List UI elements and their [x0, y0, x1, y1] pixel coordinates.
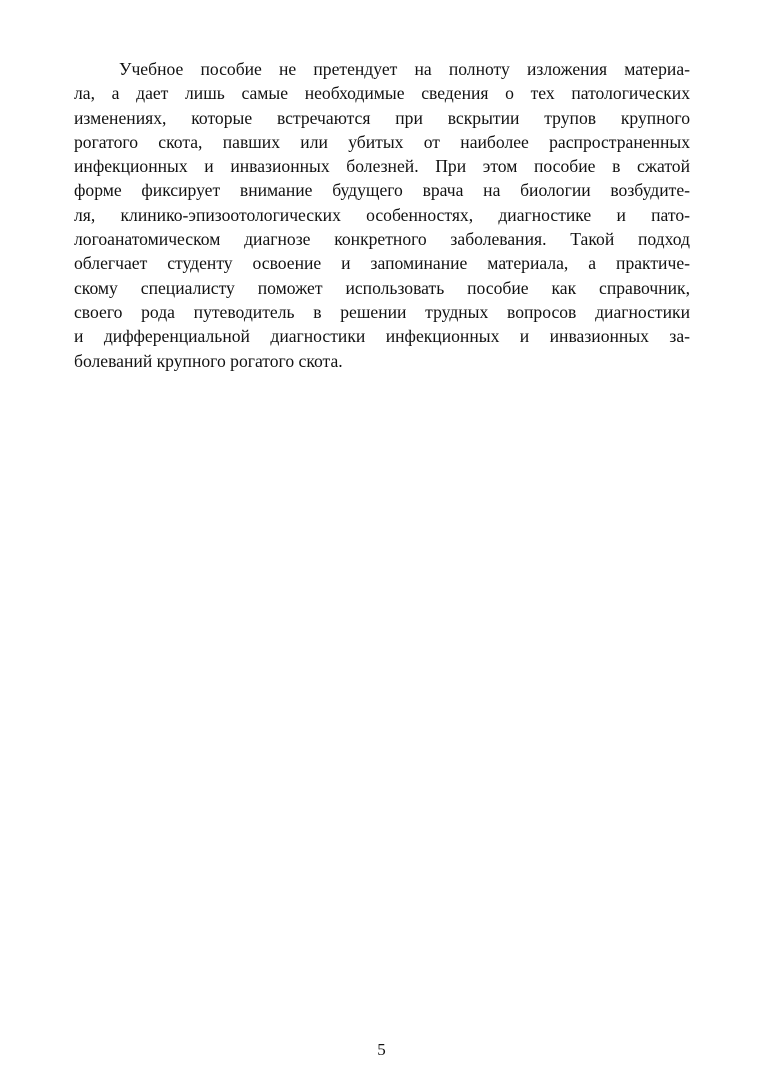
paragraph-line: облегчает студенту освоение и запоминание материала, а практиче-: [74, 253, 690, 274]
paragraph-line: Учебное пособие не претендует на полноту изложения материа-: [119, 59, 690, 79]
paragraph-line: инфекционных и инвазионных болезней. При этом пособие в сжатой: [74, 156, 690, 177]
body-paragraph: [74, 57, 690, 373]
paragraph-line: ла, а дает лишь самые необходимые сведения о тех патологических: [74, 83, 690, 104]
paragraph-line: своего рода путеводитель в решении трудных вопросов диагностики: [74, 301, 690, 322]
paragraph-line: болеваний крупного рогатого скота.: [74, 350, 343, 371]
paragraph-line: скому специалисту поможет использовать пособие как справочник,: [74, 277, 690, 298]
paragraph-line: логоанатомическом диагнозе конкретного заболевания. Такой подход: [74, 229, 690, 250]
paragraph-line: форме фиксирует внимание будущего врача на биологии возбудите-: [74, 180, 690, 201]
page-number: 5: [377, 1040, 386, 1059]
paragraph-line: рогатого скота, павших или убитых от наиболее распространенных: [74, 131, 690, 152]
paragraph-line: изменениях, которые встречаются при вскрытии трупов крупного: [74, 107, 690, 128]
paragraph-line: ля, клинико-эпизоотологических особенностях, диагностике и пато-: [74, 204, 690, 225]
paragraph-line: и дифференциальной диагностики инфекционных и инвазионных за-: [74, 326, 690, 347]
